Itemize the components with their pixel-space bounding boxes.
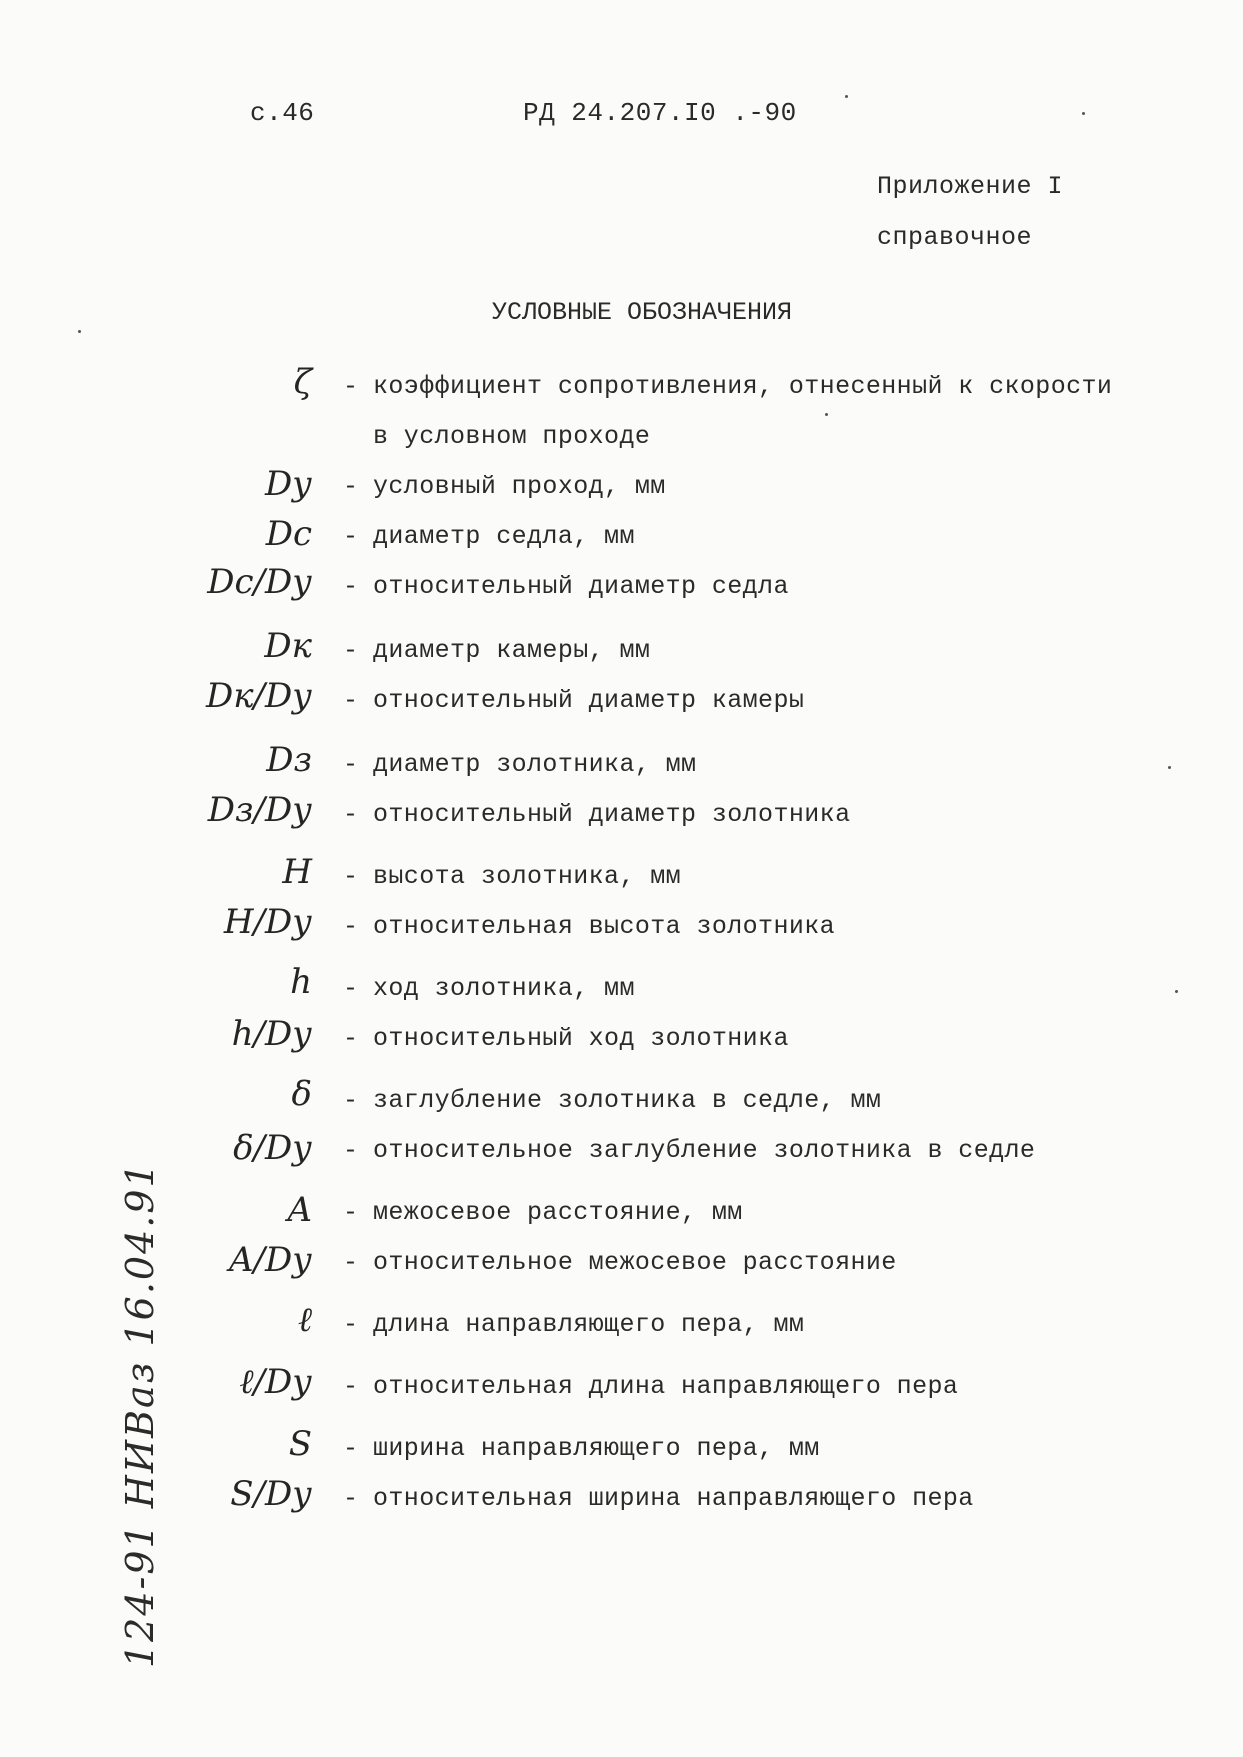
symbol: h (290, 962, 312, 1002)
document-code: РД 24.207.I0 .-90 (523, 98, 797, 128)
dash: - (343, 1310, 359, 1339)
scan-speck (845, 95, 848, 98)
description: относительная длина направляющего пера (373, 1372, 959, 1401)
handwritten-margin-note: 124-91 НИВаз 16.04.91 (118, 1161, 162, 1668)
description: относительное заглубление золотника в седле (373, 1136, 1036, 1165)
description: диаметр седла, мм (373, 522, 635, 551)
symbol: ζ (293, 362, 312, 402)
description: межосевое расстояние, мм (373, 1198, 743, 1227)
description: ширина направляющего пера, мм (373, 1434, 820, 1463)
dash: - (343, 800, 359, 829)
dash: - (343, 862, 359, 891)
dash: - (343, 974, 359, 1003)
description-continued: в условном проходе (373, 422, 651, 451)
symbol: H/Dу (223, 902, 312, 942)
appendix-label: Приложение I (877, 172, 1064, 201)
dash: - (343, 1248, 359, 1277)
description: относительный диаметр камеры (373, 686, 805, 715)
symbol: S (288, 1424, 312, 1464)
symbol: ℓ/Dу (239, 1362, 312, 1402)
description: относительный диаметр седла (373, 572, 789, 601)
symbol: δ/Dу (233, 1128, 312, 1168)
dash: - (343, 522, 359, 551)
symbol: Dк/Dу (205, 676, 312, 716)
symbol: ℓ (297, 1300, 312, 1340)
symbol: h/Dу (231, 1014, 312, 1054)
dash: - (343, 1086, 359, 1115)
symbol: H (282, 852, 312, 892)
dash: - (343, 572, 359, 601)
dash: - (343, 372, 359, 401)
scan-speck (1175, 990, 1178, 993)
description: диаметр камеры, мм (373, 636, 651, 665)
symbol: Dз/Dу (207, 790, 312, 830)
description: относительный диаметр золотника (373, 800, 851, 829)
dash: - (343, 1198, 359, 1227)
dash: - (343, 1136, 359, 1165)
description: условный проход, мм (373, 472, 666, 501)
symbol: A/Dу (229, 1240, 312, 1280)
description: ход золотника, мм (373, 974, 635, 1003)
appendix-type: справочное (877, 223, 1033, 252)
symbol: δ (291, 1074, 312, 1114)
symbol: Dу (265, 464, 312, 504)
dash: - (343, 1024, 359, 1053)
dash: - (343, 1484, 359, 1513)
symbol: Dс (265, 514, 312, 554)
scan-speck (1168, 766, 1171, 769)
dash: - (343, 1434, 359, 1463)
symbol: S/Dу (230, 1474, 312, 1514)
symbol: Dк (264, 626, 312, 666)
description: диаметр золотника, мм (373, 750, 697, 779)
dash: - (343, 1372, 359, 1401)
description: относительное межосевое расстояние (373, 1248, 897, 1277)
dash: - (343, 686, 359, 715)
description: высота золотника, мм (373, 862, 682, 891)
scan-speck (825, 413, 828, 416)
description: относительная высота золотника (373, 912, 836, 941)
dash: - (343, 912, 359, 941)
scan-speck (1082, 112, 1085, 115)
symbol: Dз (266, 740, 312, 780)
description: коэффициент сопротивления, отнесенный к скорости (373, 372, 1113, 401)
page-number: с.46 (250, 98, 315, 128)
dash: - (343, 750, 359, 779)
description: относительный ход золотника (373, 1024, 789, 1053)
page-title: УСЛОВНЫЕ ОБОЗНАЧЕНИЯ (492, 298, 793, 327)
scan-speck (78, 330, 81, 333)
description: заглубление золотника в седле, мм (373, 1086, 882, 1115)
symbol: Dс/Dу (207, 562, 312, 602)
description: длина направляющего пера, мм (373, 1310, 805, 1339)
symbol: A (287, 1190, 312, 1230)
description: относительная ширина направляющего пера (373, 1484, 974, 1513)
dash: - (343, 636, 359, 665)
dash: - (343, 472, 359, 501)
